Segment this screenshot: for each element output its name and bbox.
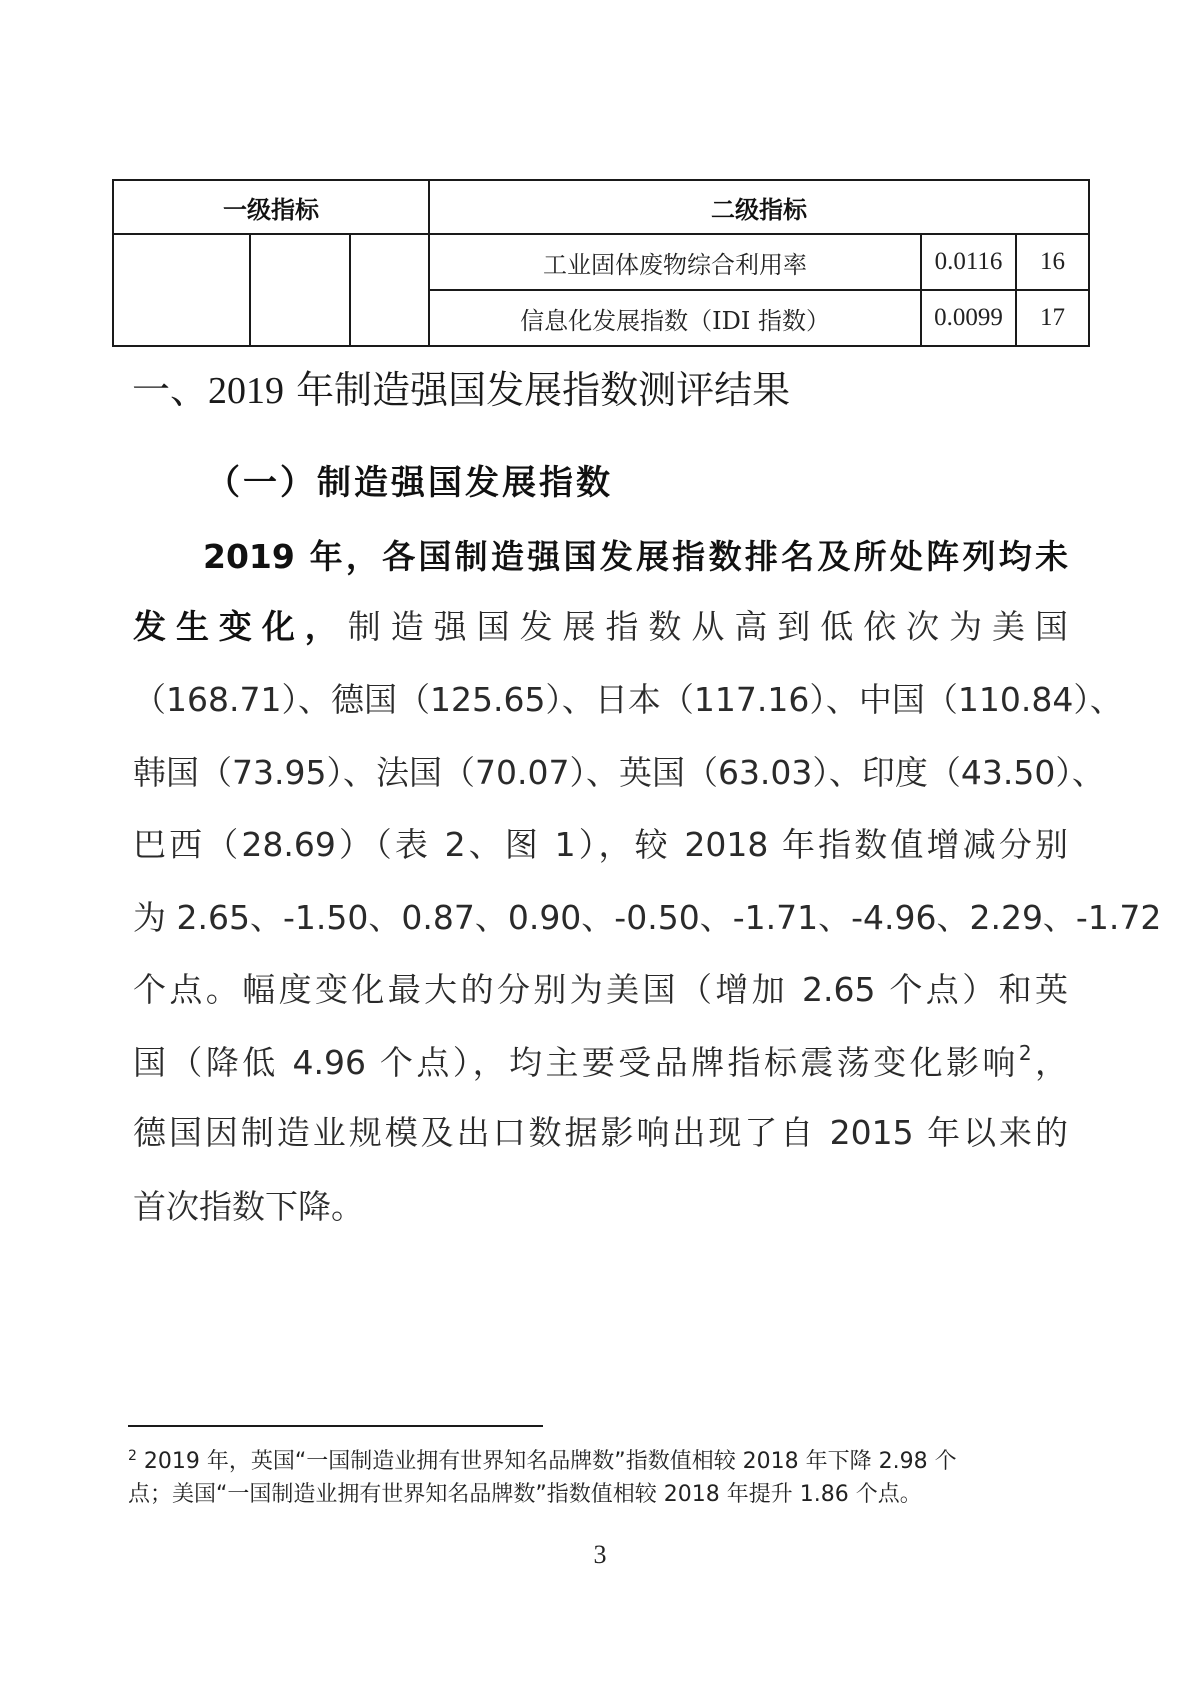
paragraph-line	[133, 896, 1162, 940]
paragraph-text: 国（降低 4.96 个点），均主要受品牌指标震荡变化影响	[133, 1043, 1019, 1082]
paragraph-line	[133, 751, 1105, 795]
header-level1: 一级指标	[113, 180, 429, 234]
paragraph-line	[133, 1041, 1068, 1085]
empty-cell	[250, 234, 350, 346]
paragraph-line	[133, 1185, 1068, 1229]
heading-text: 年制造强国发展指数测评结果	[284, 368, 791, 412]
footnote-text: 2019 年，英国“一国制造业拥有世界知名品牌数”指数值相较 2018 年下降 2.98 个	[136, 1449, 957, 1474]
paragraph-line	[133, 823, 1068, 867]
table-row	[113, 234, 1089, 290]
empty-cell	[113, 234, 250, 346]
paragraph-text: 巴西（28.69）（表 2、图 1），较 2018 年指数值增减分别	[133, 825, 1068, 864]
footnote-text: 点；美国“一国制造业拥有世界知名品牌数”指数值相较 2018 年提升 1.86 个点。	[128, 1482, 922, 1507]
heading-prefix: 一、	[132, 368, 209, 412]
paragraph-text: ，	[1031, 1043, 1068, 1082]
paragraph-line	[133, 678, 1123, 722]
indicator-weight: 0.0116	[921, 234, 1016, 290]
indicator-rank: 17	[1016, 290, 1089, 346]
paragraph-line	[203, 535, 1068, 579]
header-level2: 二级指标	[429, 180, 1089, 234]
table-header-row	[113, 180, 1089, 234]
bold-lead-text: 2019 年，各国制造强国发展指数排名及所处阵列均未	[203, 537, 1068, 576]
subsection-heading: （一）制造强国发展指数	[206, 463, 613, 503]
indicator-table	[112, 179, 1090, 347]
paragraph-text: 首次指数下降。	[133, 1187, 364, 1226]
footnote-marker: 2	[128, 1448, 137, 1464]
paragraph-text: 韩国（73.95）、法国（70.07）、英国（63.03）、印度（43.50）、	[133, 753, 1105, 792]
page-number: 3	[593, 1540, 607, 1569]
bold-lead-text: 发生变化，	[133, 607, 348, 646]
heading-year: 2019	[208, 370, 285, 412]
footnote-reference[interactable]: 2	[1018, 1041, 1032, 1065]
footnote-divider	[128, 1425, 543, 1427]
paragraph-text: （168.71）、德国（125.65）、日本（117.16）、中国（110.84）、	[133, 680, 1123, 719]
footnote-line	[128, 1480, 1078, 1510]
paragraph-text: 制造强国发展指数从高到低依次为美国	[347, 607, 1069, 646]
paragraph-line	[133, 968, 1068, 1012]
paragraph-text: 德国因制造业规模及出口数据影响出现了自 2015 年以来的	[133, 1113, 1068, 1152]
paragraph-text: 个点。幅度变化最大的分别为美国（增加 2.65 个点）和英	[133, 970, 1068, 1009]
indicator-name: 工业固体废物综合利用率	[429, 234, 921, 290]
indicator-rank: 16	[1016, 234, 1089, 290]
indicator-weight: 0.0099	[921, 290, 1016, 346]
paragraph-line	[133, 605, 1068, 649]
footnote-line	[128, 1447, 1078, 1477]
paragraph-text: 为 2.65、-1.50、0.87、0.90、-0.50、-1.71、-4.96、2.29、-1.72	[133, 898, 1162, 937]
indicator-name: 信息化发展指数（IDI 指数）	[429, 290, 921, 346]
empty-cell	[350, 234, 429, 346]
section-heading	[132, 366, 790, 415]
paragraph-line	[133, 1111, 1068, 1155]
